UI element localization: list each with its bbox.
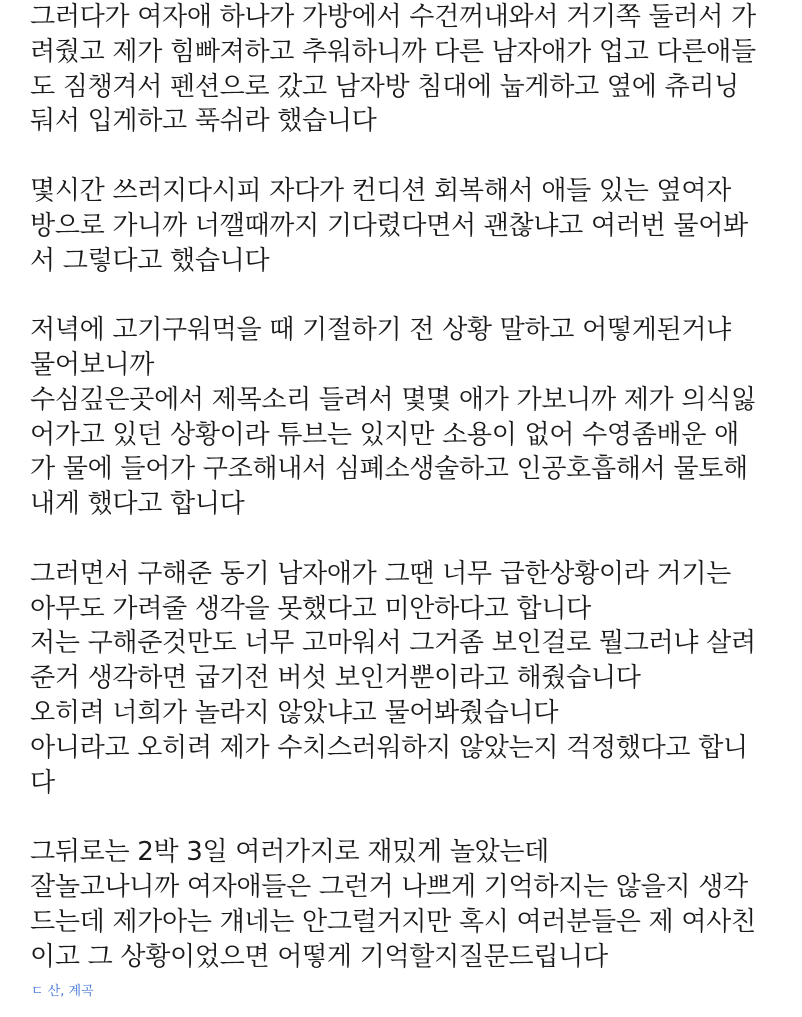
text-line: 준거 생각하면 굽기전 버섯 보인거뿐이라고 해줬습니다: [30, 663, 641, 694]
text-line: 어가고 있던 상황이라 튜브는 있지만 소용이 없어 수영좀배운 애: [30, 419, 739, 450]
text-line: 저는 구해준것만도 너무 고마워서 그거좀 보인걸로 뭘그러냐 살려: [30, 628, 756, 659]
text-line: 서 그렇다고 했습니다: [30, 245, 270, 276]
text-line: 저녁에 고기구워먹을 때 기절하기 전 상황 말하고 어떻게된거냐: [30, 315, 731, 346]
text-line: 드는데 제가아는 걔네는 안그럴거지만 혹시 여러분들은 제 여사친: [30, 906, 756, 937]
post-tags-link[interactable]: ㄷ 산, 계곡: [31, 984, 94, 999]
paragraph-gap: [30, 139, 790, 174]
text-line: 다: [30, 767, 55, 798]
text-line: 려줬고 제가 힘빠져하고 추워하니까 다른 남자애가 업고 다른애들: [30, 36, 756, 67]
paragraph-gap: [30, 522, 790, 557]
text-line: 잘놀고나니까 여자애들은 그런거 나쁘게 기억하지는 않을지 생각: [30, 871, 748, 902]
text-line: 몇시간 쓰러지다시피 자다가 컨디션 회복해서 애들 있는 옆여자: [30, 175, 731, 206]
post-body: [30, 0, 790, 974]
text-line: 아무도 가려줄 생각을 못했다고 미안하다고 합니다: [30, 593, 591, 624]
text-line: 이고 그 상황이었으면 어떻게 기억할지질문드립니다: [30, 941, 608, 972]
text-line: 물어보니까: [30, 349, 155, 380]
paragraph: [30, 0, 790, 139]
paragraph-gap: [30, 278, 790, 313]
text-line: 아니라고 오히려 제가 수치스러워하지 않았는지 걱정했다고 합니: [30, 732, 748, 763]
paragraph: [30, 557, 790, 801]
text-line: 그러다가 여자애 하나가 가방에서 수건꺼내와서 거기쪽 둘러서 가: [30, 2, 756, 32]
text-line: 둬서 입게하고 푹쉬라 했습니다: [30, 106, 377, 137]
text-line: 가 물에 들어가 구조해내서 심폐소생술하고 인공호흡해서 물토해: [30, 454, 748, 485]
paragraph: [30, 313, 790, 522]
paragraph: [30, 174, 790, 278]
text-line: 그뒤로는 2박 3일 여러가지로 재밌게 놀았는데: [30, 837, 549, 868]
paragraph: [30, 835, 790, 974]
text-line: 수심깊은곳에서 제목소리 들려서 몇몇 애가 가보니까 제가 의식잃: [30, 384, 756, 415]
text-line: 도 짐챙겨서 펜션으로 갔고 남자방 침대에 눕게하고 옆에 츄리닝: [30, 71, 739, 102]
text-line: 오히려 너희가 놀라지 않았냐고 물어봐줬습니다: [30, 697, 559, 728]
text-line: 방으로 가니까 너깰때까지 기다렸다면서 괜찮냐고 여러번 물어봐: [30, 210, 748, 241]
text-line: 내게 했다고 합니다: [30, 489, 245, 520]
paragraph-gap: [30, 800, 790, 835]
text-line: 그러면서 구해준 동기 남자애가 그땐 너무 급한상황이라 거기는: [30, 558, 731, 589]
